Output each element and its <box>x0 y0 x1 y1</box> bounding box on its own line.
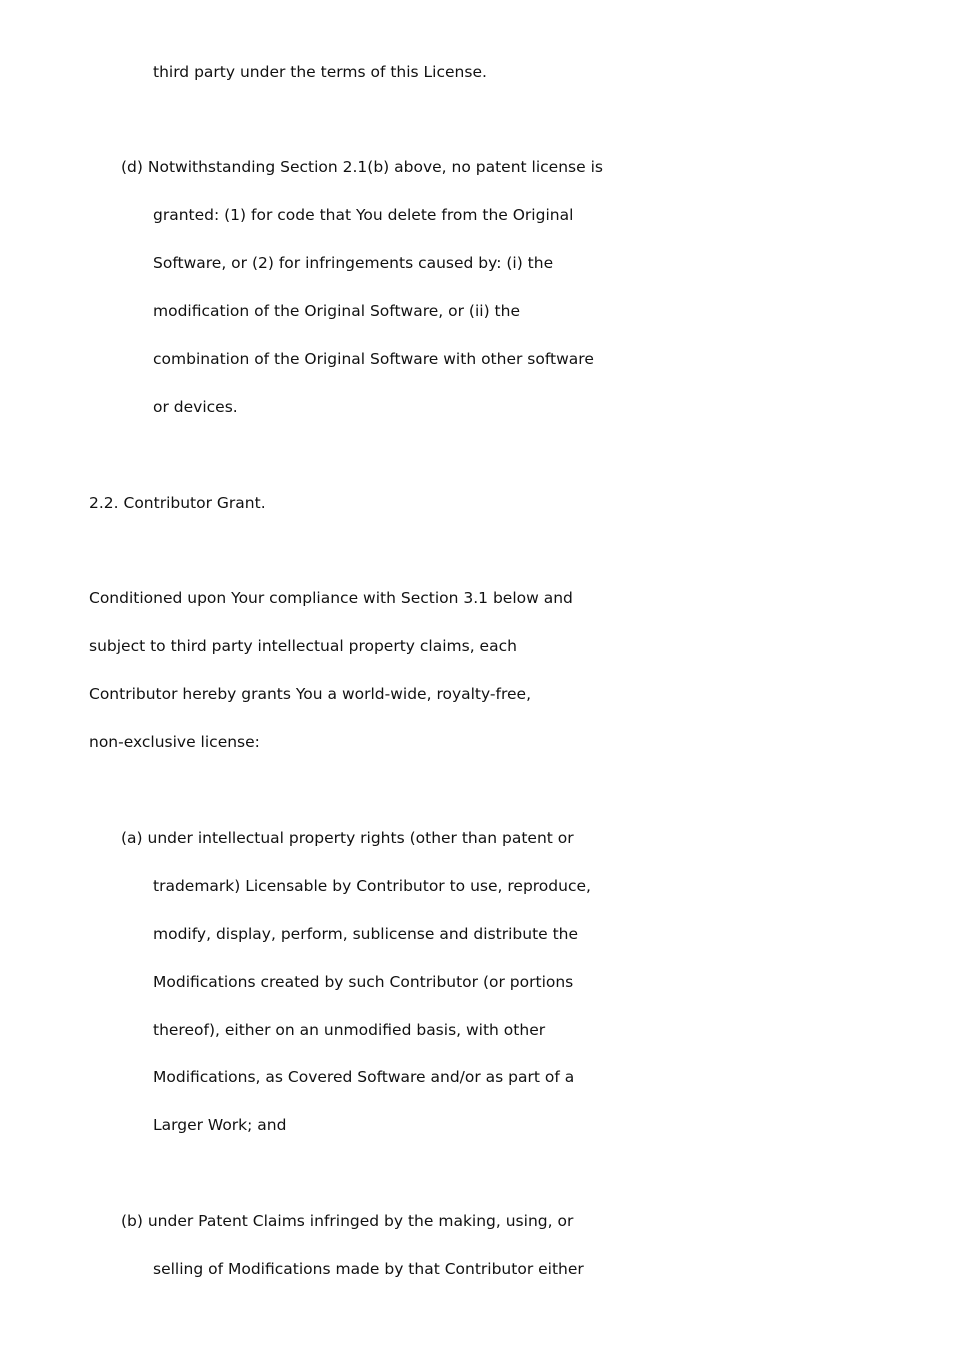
clause-d-heading: (d) Notwithstanding Section 2.1(b) above, no patent license is <box>121 158 603 176</box>
text-line: combination of the Original Software with other software <box>153 350 594 368</box>
section-heading: 2.2. Contributor Grant. <box>89 494 266 512</box>
text-line: Software, or (2) for infringements caused by: (i) the <box>153 254 554 272</box>
clause-b-heading: (b) under Patent Claims infringed by the making, using, or <box>121 1212 574 1230</box>
text-line: third party under the terms of this License. <box>153 63 487 81</box>
paragraph-line: Conditioned upon Your compliance with Section 3.1 below and <box>89 589 573 607</box>
text-line: granted: (1) for code that You delete from the Original <box>153 206 574 224</box>
clause-a-heading: (a) under intellectual property rights (other than patent or <box>121 829 574 847</box>
text-line: trademark) Licensable by Contributor to use, reproduce, <box>153 877 591 895</box>
text-line: thereof), either on an unmodified basis, with other <box>153 1021 546 1039</box>
text-line: selling of Modifications made by that Contributor either <box>153 1260 584 1278</box>
text-line: Modifications, as Covered Software and/or as part of a <box>153 1068 575 1086</box>
text-line: Larger Work; and <box>153 1116 287 1134</box>
text-line: modify, display, perform, sublicense and distribute the <box>153 925 579 943</box>
text-line: or devices. <box>153 398 238 416</box>
paragraph-line: subject to third party intellectual property claims, each <box>89 637 517 655</box>
text-line: Modifications created by such Contributor (or portions <box>153 973 574 991</box>
paragraph-line: Contributor hereby grants You a world-wide, royalty-free, <box>89 685 531 703</box>
paragraph-line: non-exclusive license: <box>89 733 260 751</box>
text-line: modification of the Original Software, or (ii) the <box>153 302 520 320</box>
